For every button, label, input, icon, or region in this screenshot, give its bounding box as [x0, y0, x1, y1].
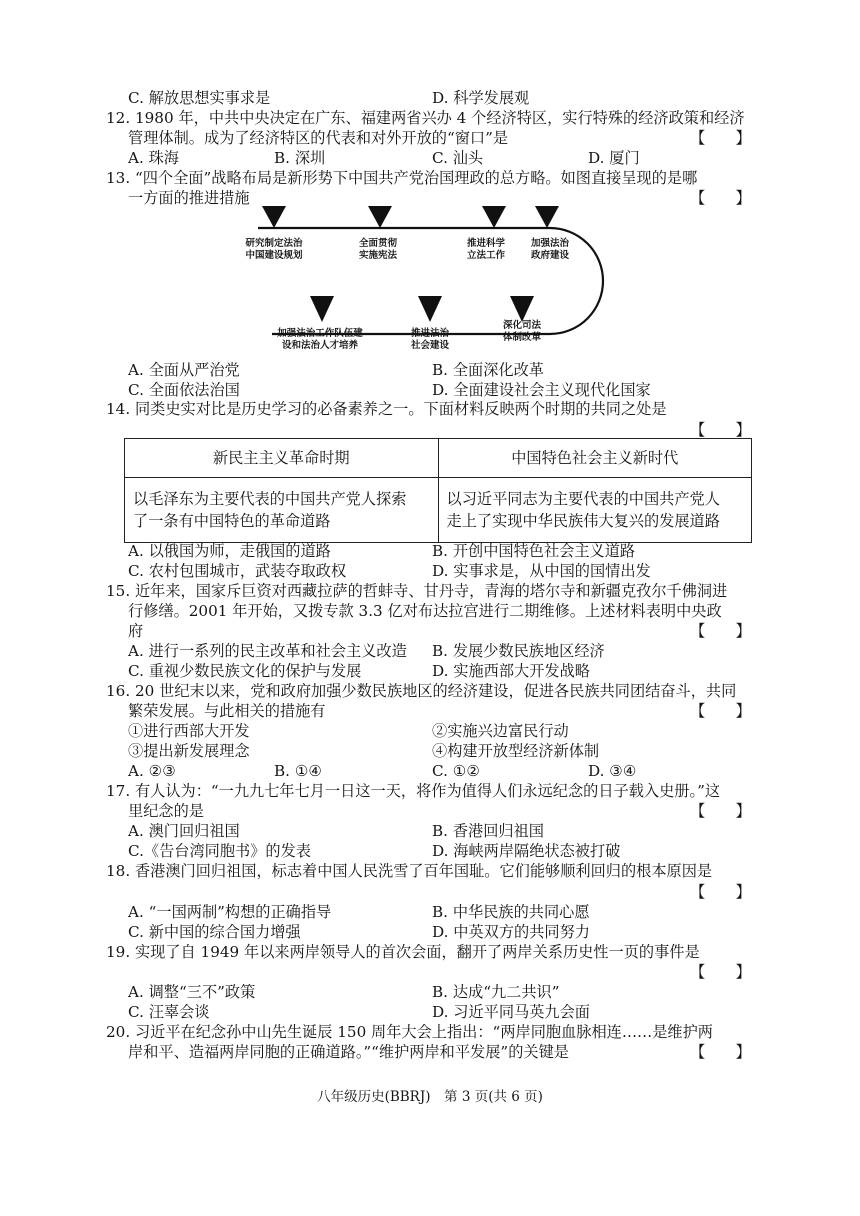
diagram-label-1: 研究制定法治 中国建设规划	[245, 238, 303, 261]
text-line-l05: A. 珠海	[128, 149, 179, 167]
text-line-l24: B. 发展少数民族地区经济	[432, 642, 605, 660]
text-line-l23: A. 进行一系列的民主改革和社会主义改造	[128, 642, 407, 660]
text-line-l06: B. 深圳	[274, 149, 326, 167]
text-line-l19: D. 实事求是，从中国的国情出发	[432, 562, 651, 580]
table-header-right: 中国特色社会主义新时代	[438, 439, 752, 478]
text-line-l50: B. 达成“九二共识”	[432, 983, 560, 1001]
text-line-l35: C. ①②	[432, 762, 480, 780]
text-line-l49: A. 调整“三不”政策	[128, 983, 256, 1001]
text-line-l54: 岸和平、造福两岸同胞的正确道路。”“维护两岸和平发展”的关键是	[128, 1043, 569, 1061]
text-line-l44: A. “一国两制”构想的正确指导	[128, 903, 332, 921]
text-line-l21: 行修缮。2001 年开始，又拨专款 3.3 亿对布达拉宫进行二期维修。上述材料表明中央政	[128, 602, 722, 620]
text-line-l42: D. 海峡两岸隔绝状态被打破	[432, 842, 621, 860]
answer-bracket-b20: 【 】	[690, 1043, 751, 1061]
table-cell-left: 以毛泽东为主要代表的中国共产党人探索 了一条有中国特色的革命道路	[125, 478, 439, 543]
text-line-l52: D. 习近平同马英九会面	[432, 1003, 590, 1021]
text-line-l17: B. 开创中国特色社会主义道路	[432, 542, 636, 560]
diagram-label-6: 推进法治 社会建设	[410, 328, 449, 351]
page-footer: 八年级历史(BBRJ) 第 3 页(共 6 页)	[317, 1089, 543, 1105]
text-line-l07: C. 汕头	[432, 149, 484, 167]
text-line-l15: 14. 同类史实对比是历史学习的必备素养之一。下面材料反映两个时期的共同之处是	[106, 400, 667, 418]
text-line-l04: 管理体制。成为了经济特区的代表和对外开放的“窗口”是	[128, 129, 509, 147]
text-line-l03: 12. 1980 年，中共中央决定在广东、福建两省兴办 4 个经济特区，实行特殊的经济政策和经济	[106, 109, 745, 127]
table-cell-right: 以习近平同志为主要代表的中国共产党人 走上了实现中华民族伟大复兴的发展道路	[438, 478, 752, 543]
text-line-l51: C. 汪辜会谈	[128, 1003, 210, 1021]
text-line-l36: D. ③④	[588, 762, 637, 780]
answer-bracket-b13: 【 】	[690, 189, 751, 207]
text-line-l27: 16. 20 世纪末以来，党和政府加强少数民族地区的经济建设，促进各民族共同团结奋斗，共同	[106, 682, 737, 700]
text-line-l43: 18. 香港澳门回归祖国，标志着中国人民洗雪了百年国耻。它们能够顺利回归的根本原因是	[106, 862, 713, 880]
answer-bracket-b15: 【 】	[690, 622, 751, 640]
answer-bracket-b17: 【 】	[690, 802, 751, 820]
answer-bracket-b16: 【 】	[690, 702, 751, 720]
table-header-left: 新民主主义革命时期	[125, 439, 439, 478]
text-line-l11: A. 全面从严治党	[128, 361, 240, 379]
text-line-l34: B. ①④	[274, 762, 323, 780]
answer-bracket-b12: 【 】	[690, 129, 751, 147]
comparison-table	[124, 438, 752, 543]
text-line-l46: C. 新中国的综合国力增强	[128, 923, 301, 941]
table-header-row	[125, 439, 752, 478]
text-line-l39: A. 澳门回归祖国	[128, 822, 240, 840]
text-line-l01: C. 解放思想实事求是	[128, 89, 271, 107]
text-line-l22: 府	[128, 622, 144, 640]
text-line-l41: C.《告台湾同胞书》的发表	[128, 842, 311, 860]
text-line-l30: ②实施兴边富民行动	[432, 722, 569, 740]
text-line-l16: A. 以俄国为师，走俄国的道路	[128, 542, 331, 560]
text-line-l26: D. 实施西部大开发战略	[432, 662, 590, 680]
text-line-l45: B. 中华民族的共同心愿	[432, 903, 590, 921]
diagram-label-2: 全面贯彻 实施宪法	[358, 238, 397, 261]
answer-bracket-b14: 【 】	[690, 421, 751, 439]
text-line-l40: B. 香港回归祖国	[432, 822, 544, 840]
table-row	[125, 478, 752, 543]
text-line-l33: A. ②③	[128, 762, 176, 780]
text-line-l38: 里纪念的是	[128, 802, 204, 820]
diagram-label-5: 加强法治工作队伍建 设和法治人才培养	[277, 328, 363, 351]
text-line-l10: 一方面的推进措施	[128, 189, 250, 207]
text-line-l48: 19. 实现了自 1949 年以来两岸领导人的首次会面，翻开了两岸关系历史性一页的事件是	[106, 943, 700, 961]
text-line-l14: D. 全面建设社会主义现代化国家	[432, 381, 651, 399]
text-line-l09: 13. “四个全面”战略布局是新形势下中国共产党治国理政的总方略。如图直接呈现的是哪	[106, 169, 698, 187]
text-line-l20: 15. 近年来，国家斥巨资对西藏拉萨的哲蚌寺、甘丹寺，青海的塔尔寺和新疆克孜尔千佛洞进	[106, 582, 728, 600]
answer-bracket-b19: 【 】	[690, 963, 751, 981]
answer-bracket-b18: 【 】	[690, 883, 751, 901]
text-line-l32: ④构建开放型经济新体制	[432, 742, 600, 760]
text-line-l37: 17. 有人认为：“一九九七年七月一日这一天，将作为值得人们永远纪念的日子载入史册。”这	[106, 782, 721, 800]
text-line-l29: ①进行西部大开发	[128, 722, 250, 740]
rule-of-law-flow-diagram	[245, 204, 620, 360]
diagram-label-7: 深化司法 体制改革	[502, 320, 541, 343]
text-line-l31: ③提出新发展理念	[128, 742, 250, 760]
text-line-l12: B. 全面深化改革	[432, 361, 544, 379]
text-line-l13: C. 全面依法治国	[128, 381, 240, 399]
text-line-l47: D. 中英双方的共同努力	[432, 923, 590, 941]
text-line-l25: C. 重视少数民族文化的保护与发展	[128, 662, 362, 680]
text-line-l28: 繁荣发展。与此相关的措施有	[128, 702, 326, 720]
diagram-label-4: 加强法治 政府建设	[530, 238, 569, 261]
text-line-l02: D. 科学发展观	[432, 89, 530, 107]
text-line-l53: 20. 习近平在纪念孙中山先生诞辰 150 周年大会上指出：“两岸同胞血脉相连……是维护两	[106, 1023, 713, 1041]
text-line-l18: C. 农村包围城市，武装夺取政权	[128, 562, 347, 580]
diagram-label-3: 推进科学 立法工作	[466, 238, 505, 261]
text-line-l08: D. 厦门	[588, 149, 640, 167]
